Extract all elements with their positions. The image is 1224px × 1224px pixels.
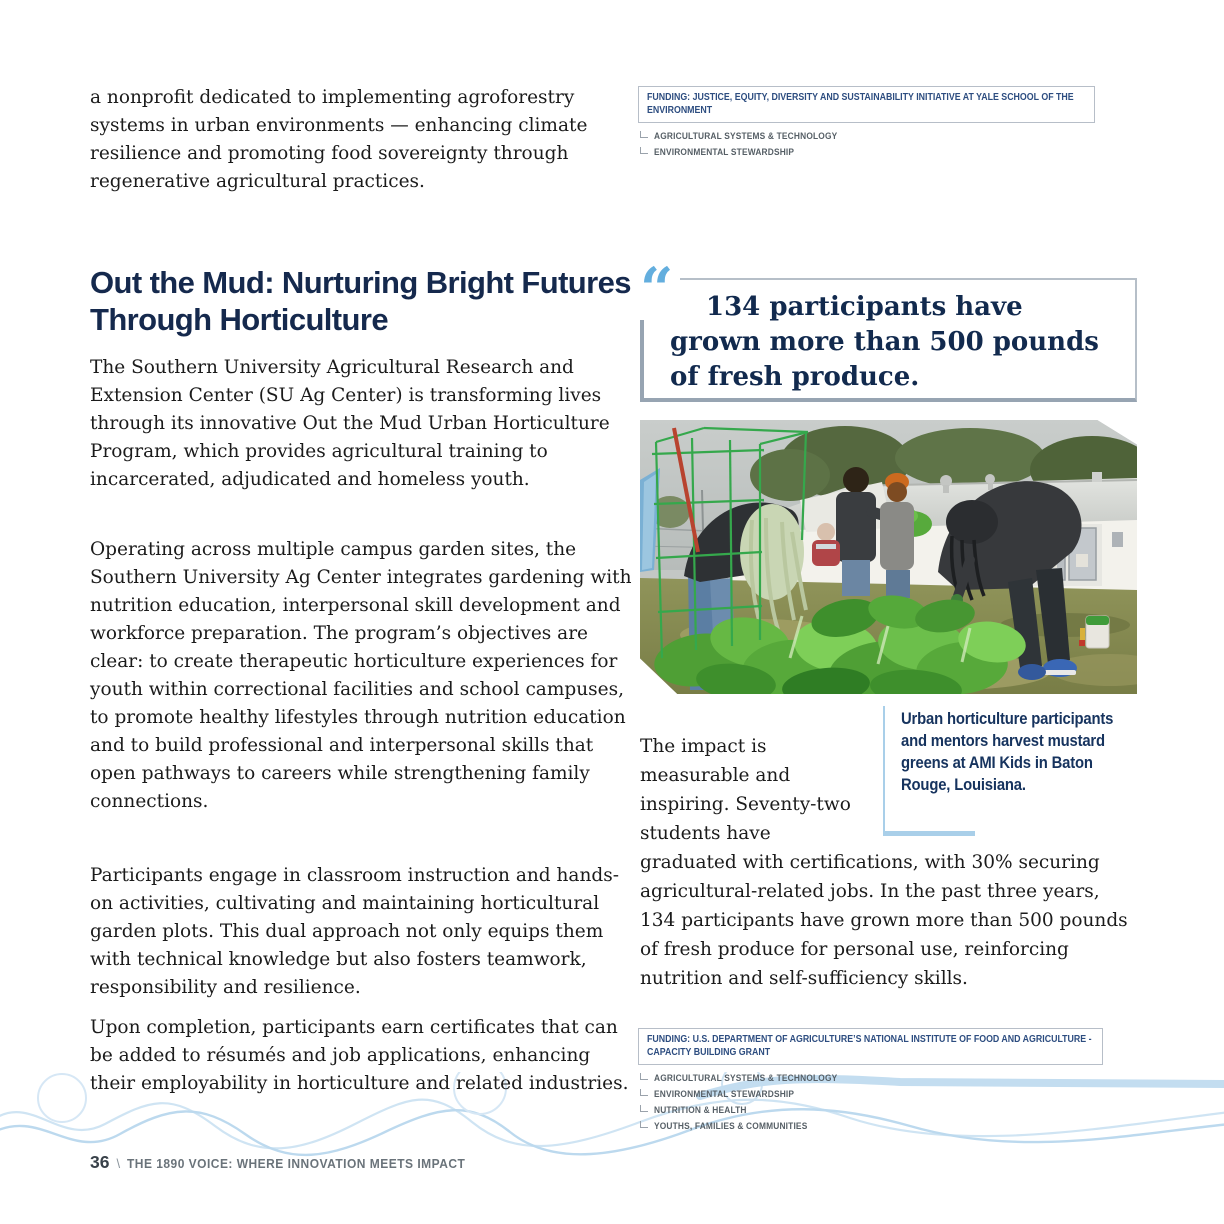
corner-bullet-icon	[640, 1105, 648, 1112]
caption-underline-bar	[883, 831, 975, 836]
impact-paragraph: The impact is measurable and inspiring. Seventy-two students have graduated with certifications, with 30% securing agricultural-related jobs. In the past three years, 134 participants have grown more than 500 pounds of fresh produce for personal use, reinforcing nutrition and self-sufficiency skills.	[640, 736, 1128, 989]
body-paragraph: Upon completion, participants earn certificates that can be added to résumés and job applications, enhancing their employability in horticulture and related industries.	[90, 1017, 629, 1094]
page-footer	[90, 1152, 990, 1173]
pull-quote-text: 134 participants have grown more than 500 pounds of fresh produce.	[670, 292, 1099, 392]
corner-bullet-icon	[640, 1121, 648, 1128]
corner-bullet-icon	[640, 131, 648, 138]
garden-photo	[640, 420, 1137, 694]
body-paragraph: The Southern University Agricultural Research and Extension Center (SU Ag Center) is transforming lives through its innovative Out the Mud Urban Horticulture Program, which provides agricultural training to incarcerated, adjudicated and homeless youth.	[90, 357, 610, 490]
body-paragraph: Operating across multiple campus garden sites, the Southern University Ag Center integrates gardening with nutrition education, interpersonal skill development and workforce preparation. The program’s objectives are clear: to create therapeutic horticulture experiences for youth within correctional facilities and school campuses, to promote healthy lifestyles through nutrition education and to build professional and interpersonal skills that open pathways to careers while strengthening family connections.	[90, 539, 632, 812]
corner-bullet-icon	[640, 1073, 648, 1080]
funding-tag: NUTRITION & HEALTH	[640, 1102, 1103, 1118]
corner-bullet-icon	[640, 147, 648, 154]
page-number: 36	[90, 1152, 110, 1172]
funding-tag-list	[640, 1070, 1103, 1134]
funding-label: FUNDING: JUSTICE, EQUITY, DIVERSITY AND SUSTAINABILITY INITIATIVE AT YALE SCHOOL OF THE ENVIRONMENT	[647, 91, 1074, 116]
corner-bullet-icon	[640, 1089, 648, 1096]
funding-box	[638, 1028, 1103, 1065]
pull-quote-box	[640, 255, 1137, 402]
footer-title: THE 1890 VOICE: WHERE INNOVATION MEETS IMPACT	[127, 1157, 466, 1171]
funding-tag: YOUTHS, FAMILIES & COMMUNITIES	[640, 1118, 1103, 1134]
body-paragraph: Participants engage in classroom instruction and hands-on activities, cultivating and maintaining horticultural garden plots. This dual approach not only equips them with technical knowledge but also fosters teamwork, responsibility and resilience.	[90, 865, 619, 998]
funding-block-top	[638, 86, 1095, 160]
photo-caption: Urban horticulture participants and mentors harvest mustard greens at AMI Kids in Baton Rouge, Louisiana.	[901, 710, 1114, 794]
impact-section	[640, 706, 1137, 993]
funding-label: FUNDING: U.S. DEPARTMENT OF AGRICULTURE’S NATIONAL INSTITUTE OF FOOD AND AGRICULTURE - CAPACITY BUILDING GRANT	[647, 1033, 1092, 1058]
funding-box	[638, 86, 1095, 123]
photo-illustration	[640, 420, 1137, 694]
funding-block-bottom	[638, 1028, 1103, 1134]
photo-caption-block	[883, 706, 1137, 836]
funding-tag: AGRICULTURAL SYSTEMS & TECHNOLOGY	[640, 1070, 1103, 1086]
funding-tag: ENVIRONMENTAL STEWARDSHIP	[640, 144, 1095, 160]
article-heading: Out the Mud: Nurturing Bright Futures Through Horticulture	[90, 265, 631, 337]
quote-mark-icon: “	[638, 260, 680, 320]
funding-tag-list	[640, 128, 1095, 160]
intro-paragraph: a nonprofit dedicated to implementing agroforestry systems in urban environments — enhancing climate resilience and promoting food sovereignty through regenerative agricultural practices.	[90, 87, 588, 192]
funding-tag: AGRICULTURAL SYSTEMS & TECHNOLOGY	[640, 128, 1095, 144]
funding-tag: ENVIRONMENTAL STEWARDSHIP	[640, 1086, 1103, 1102]
footer-separator: \	[116, 1156, 121, 1171]
